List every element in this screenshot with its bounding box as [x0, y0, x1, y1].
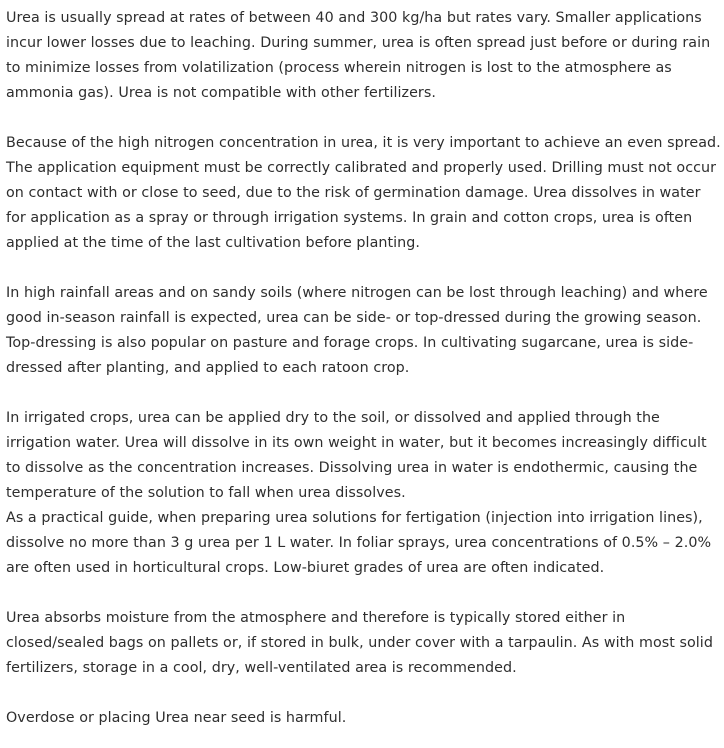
paragraph-fertigation-guide: As a practical guide, when preparing urea solutions for fertigation (injection into irrigation lines), dissolve no more than 3 g urea per 1 L water. In foliar sprays, urea concentrations of 0.5% – 2.0% are often used in horticultural crops. Low-biuret grades of urea are often indicated. — [6, 510, 712, 576]
paragraph-spacer — [6, 106, 724, 131]
paragraph-irrigated-crops: In irrigated crops, urea can be applied dry to the soil, or dissolved and applied through the irrigation water. Urea will dissolve in its own weight in water, but it becomes increasingly difficult to dissolve as the concentration increases. Dissolving urea in water is endothermic, causing the temperature of the solution to fall when urea dissolves. — [6, 410, 707, 501]
paragraph-side-dressing: In high rainfall areas and on sandy soils (where nitrogen can be lost through leaching) and where good in-season rainfall is expected, urea can be side- or top-dressed during the growing season. Top-dressing is also popular on pasture and forage crops. In cultivating sugarcane, urea is side-dressed after planting, and applied to each ratoon crop. — [6, 285, 708, 376]
paragraph-storage: Urea absorbs moisture from the atmosphere and therefore is typically stored either in closed/sealed bags on pallets or, if stored in bulk, under cover with a tarpaulin. As with most solid fertilizers, storage in a cool, dry, well-ventilated area is recommended. — [6, 610, 713, 676]
paragraph-even-spread: Because of the high nitrogen concentration in urea, it is very important to achieve an even spread. The application equipment must be correctly calibrated and properly used. Drilling must not occur on contact with or close to seed, due to the risk of germination damage. Urea dissolves in water for application as a spray or through irrigation systems. In grain and cotton crops, urea is often applied at the time of the last cultivation before planting. — [6, 135, 721, 251]
paragraph-application-rates: Urea is usually spread at rates of between 40 and 300 kg/ha but rates vary. Smaller applications incur lower losses due to leaching. During summer, urea is often spread just before or during rain to minimize losses from volatilization (process wherein nitrogen is lost to the atmosphere as ammonia gas). Urea is not compatible with other fertilizers. — [6, 10, 711, 101]
article-body — [6, 6, 724, 731]
paragraph-spacer — [6, 381, 724, 406]
paragraph-spacer — [6, 256, 724, 281]
paragraph-spacer — [6, 681, 724, 706]
paragraph-spacer — [6, 581, 724, 606]
paragraph-warning: Overdose or placing Urea near seed is harmful. — [6, 710, 347, 726]
